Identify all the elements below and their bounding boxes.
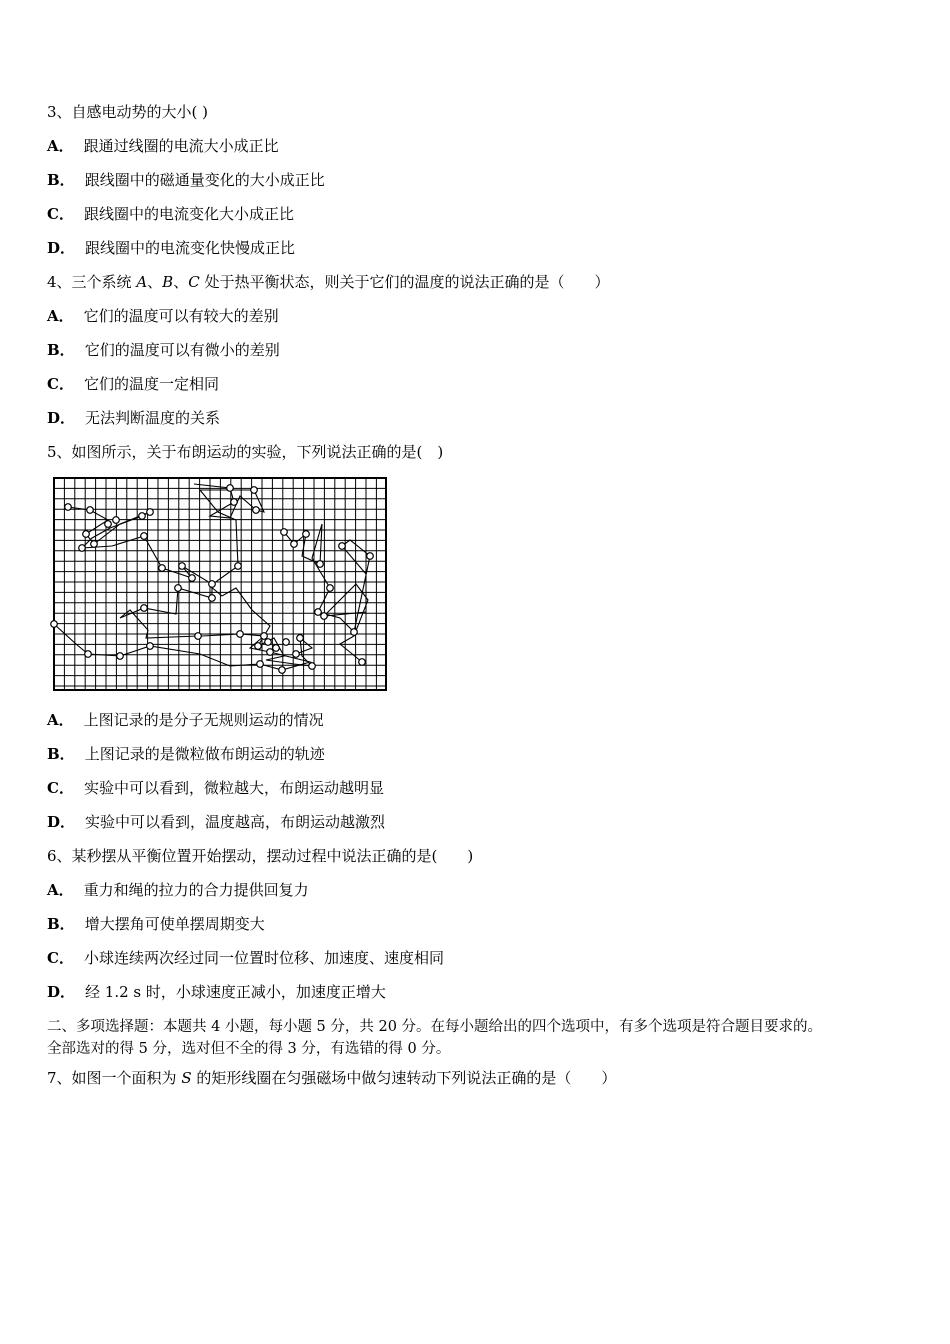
- option-letter: B．: [47, 915, 75, 933]
- q4-option-b: [47, 340, 280, 360]
- option-text: 跟线圈中的电流变化快慢成正比: [85, 239, 296, 257]
- stem-text: 的矩形线圈在匀强磁场中做匀速转动下列说法正确的是（ ）: [191, 1069, 617, 1087]
- option-letter: C．: [47, 949, 74, 967]
- q6-option-a: [47, 880, 309, 900]
- option-letter: D．: [47, 409, 76, 427]
- option-text: 上图记录的是微粒做布朗运动的轨迹: [84, 745, 325, 763]
- q4-option-a: [47, 306, 279, 326]
- section-2-line-2: 全部选对的得 5 分，选对但不全的得 3 分，有选错的得 0 分。: [47, 1041, 451, 1057]
- option-text: 经 1.2 s 时，小球速度正减小，加速度正增大: [85, 983, 386, 1001]
- q5-option-b: [47, 744, 325, 764]
- option-letter: A．: [47, 137, 74, 155]
- option-letter: B．: [47, 171, 75, 189]
- option-letter: D．: [47, 813, 76, 831]
- variable-b: B: [162, 273, 174, 291]
- option-text: 实验中可以看到，温度越高，布朗运动越激烈: [85, 813, 386, 831]
- option-letter: B．: [47, 745, 75, 763]
- option-text: 增大摆角可使单摆周期变大: [84, 915, 265, 933]
- brownian-motion-figure: [50, 476, 388, 692]
- option-letter: C．: [47, 779, 74, 797]
- option-text: 它们的温度可以有微小的差别: [84, 341, 280, 359]
- q5-option-a: [47, 710, 324, 730]
- option-letter: A．: [47, 881, 74, 899]
- separator: 、: [173, 273, 189, 291]
- q3-option-c: [47, 204, 294, 224]
- option-text: 它们的温度可以有较大的差别: [83, 307, 279, 325]
- q3-option-d: [47, 238, 295, 258]
- variable-s: S: [181, 1069, 192, 1087]
- option-letter: A．: [47, 711, 74, 729]
- separator: 、: [147, 273, 163, 291]
- option-text: 小球连续两次经过同一位置时位移、加速度、速度相同: [83, 949, 444, 967]
- q4-option-d: [47, 408, 220, 428]
- q4-option-c: [47, 374, 219, 394]
- q6-option-c: [47, 948, 444, 968]
- section-2-instructions: [47, 1016, 917, 1060]
- q6-option-d: [47, 982, 386, 1002]
- option-text: 跟线圈中的磁通量变化的大小成正比: [84, 171, 325, 189]
- question-5-stem: 5、如图所示，关于布朗运动的实验，下列说法正确的是( ): [47, 443, 444, 461]
- variable-c: C: [188, 273, 200, 291]
- q6-option-b: [47, 914, 265, 934]
- question-3-stem: 3、自感电动势的大小( ): [47, 103, 209, 121]
- stem-text: 7、如图一个面积为: [47, 1069, 182, 1087]
- variable-a: A: [136, 273, 148, 291]
- option-text: 重力和绳的拉力的合力提供回复力: [83, 881, 309, 899]
- question-4-stem: [47, 272, 609, 292]
- option-letter: D．: [47, 983, 76, 1001]
- question-6-stem: 6、某秒摆从平衡位置开始摆动，摆动过程中说法正确的是( ): [47, 847, 474, 865]
- stem-text: 处于热平衡状态，则关于它们的温度的说法正确的是（ ）: [199, 273, 610, 291]
- q3-option-a: [47, 136, 279, 156]
- option-text: 它们的温度一定相同: [83, 375, 219, 393]
- option-text: 跟通过线圈的电流大小成正比: [83, 137, 279, 155]
- q5-option-c: [47, 778, 384, 798]
- q3-option-b: [47, 170, 325, 190]
- option-letter: B．: [47, 341, 75, 359]
- option-text: 实验中可以看到，微粒越大，布朗运动越明显: [83, 779, 384, 797]
- section-2-line-1: 二、多项选择题：本题共 4 小题，每小题 5 分，共 20 分。在每小题给出的四个选项中，有多个选项是符合题目要求的。: [47, 1019, 823, 1035]
- option-text: 跟线圈中的电流变化大小成正比: [83, 205, 294, 223]
- q5-option-d: [47, 812, 385, 832]
- option-text: 无法判断温度的关系: [85, 409, 221, 427]
- stem-text: 4、三个系统: [47, 273, 137, 291]
- option-letter: C．: [47, 205, 74, 223]
- option-letter: D．: [47, 239, 76, 257]
- option-letter: A．: [47, 307, 74, 325]
- trajectory-path-1: [54, 507, 310, 670]
- option-text: 上图记录的是分子无规则运动的情况: [83, 711, 324, 729]
- option-letter: C．: [47, 375, 74, 393]
- question-7-stem: [47, 1068, 616, 1088]
